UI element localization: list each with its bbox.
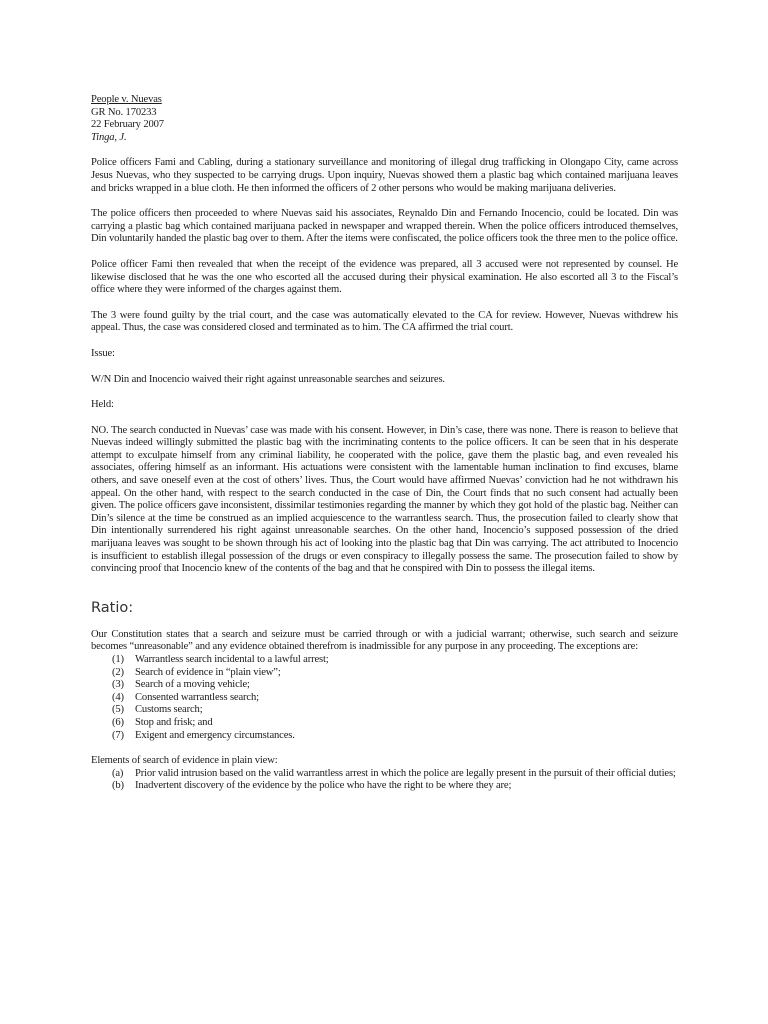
facts-paragraph: The police officers then proceeded to where Nuevas said his associates, Reynaldo Din and Fernando Inocencio, could be located. Din was carrying a plastic bag which contained marijuana packed in newspaper and wrapped therein. When the police officers introduced themselves, Din voluntarily handed the plastic bag over to them. After the items were confiscated, the police officers took the three men to the police office. <box>91 208 678 245</box>
held-label: Held: <box>91 399 114 411</box>
ratio-intro: Our Constitution states that a search and seizure must be carried through or with a judicial warrant; otherwise, such search and seizure becomes “unreasonable” and any evidence obtained therefrom is inadmissible for any purpose in any proceeding. The exceptions are: <box>91 628 678 653</box>
list-item: (a) Prior valid intrusion based on the valid warrantless arrest in which the police are legally present in the pursuit of their official duties; <box>112 767 676 779</box>
plain-view-intro: Elements of search of evidence in plain view: <box>91 755 278 767</box>
list-item: (3) Search of a moving vehicle; <box>112 679 250 691</box>
plain-view-elements-list <box>91 768 678 793</box>
facts-paragraph: Police officer Fami then revealed that when the receipt of the evidence was prepared, all 3 accused were not represented by counsel. He likewise disclosed that he was the one who escorted all the accused during their physical examination. He also escorted all 3 to the Fiscal’s office where they were informed of the charges against them. <box>91 258 678 296</box>
case-title: People v. Nuevas <box>91 94 162 105</box>
case-header <box>91 94 678 144</box>
exceptions-list <box>91 654 678 742</box>
facts-paragraph: Police officers Fami and Cabling, during a stationary surveillance and monitoring of illegal drug trafficking in Olongapo City, came across Jesus Nuevas, who they suspected to be carrying drugs. Upon inquiry, Nuevas showed them a plastic bag which contained marijuana leaves and bricks wrapped in a blue cloth. He then informed the officers of 2 other persons who would be making marijuana deliveries. <box>91 157 678 194</box>
list-item: (1) Warrantless search incidental to a lawful arrest; <box>112 654 329 665</box>
held-text: NO. The search conducted in Nuevas’ case was made with his consent. However, in Din’s case, there was none. There is reason to believe that Nuevas indeed willingly submitted the plastic bag with the incriminating contents to the police officers. It can be seen that in his desperate attempt to exculpate himself from any criminal liability, he cooperated with the police, gave them the plastic bag, and even revealed his associates, offering himself as an informant. His actuations were consistent with the lamentable human inclination to find excuses, blame others, and save oneself even at the cost of others’ lives. Thus, the Court would have affirmed Nuevas’ conviction had he not withdrawn his appeal. On the other hand, with respect to the search conducted in the case of Din, the Court finds that no such consent had actually been given. The police officers gave inconsistent, dissimilar testimonies regarding the manner by which they got hold of the plastic bag. Neither can Din’s silence at the time be construed as an implied acquiescence to the warrantless search. Thus, the prosecution failed to clearly show that Din intentionally surrendered his right against unreasonable searches. On the other hand, Inocencio’s supposed possession of the dried marijuana leaves was sought to be shown through his act of looking into the plastic bag that Din was carrying. The act attributed to Inocencio is insufficient to establish illegal possession of the drugs or even conspiracy to illegally possess the same. The prosecution failed to show by convincing proof that Inocencio knew of the contents of the bag and that he conspired with Din to possess the illegal items. <box>91 424 678 575</box>
issue-label: Issue: <box>91 347 115 359</box>
decision-date: 22 February 2007 <box>91 119 164 131</box>
list-item: (2) Search of evidence in “plain view”; <box>112 666 281 678</box>
list-item: (7) Exigent and emergency circumstances. <box>112 729 295 741</box>
gr-number: GR No. 170233 <box>91 106 157 118</box>
issue-text: W/N Din and Inocencio waived their right against unreasonable searches and seizures. <box>91 373 445 385</box>
list-item: (4) Consented warrantless search; <box>112 691 259 703</box>
ponente: Tinga, J. <box>91 131 127 143</box>
list-item: (6) Stop and frisk; and <box>112 716 213 728</box>
list-item: (b) Inadvertent discovery of the evidence by the police who have the right to be where they are; <box>112 780 512 792</box>
ratio-heading: Ratio: <box>91 599 134 616</box>
facts-paragraph: The 3 were found guilty by the trial court, and the case was automatically elevated to the CA for review. However, Nuevas withdrew his appeal. Thus, the case was considered closed and terminated as to him. The CA affirmed the trial court. <box>91 309 678 334</box>
list-item: (5) Customs search; <box>112 704 203 716</box>
